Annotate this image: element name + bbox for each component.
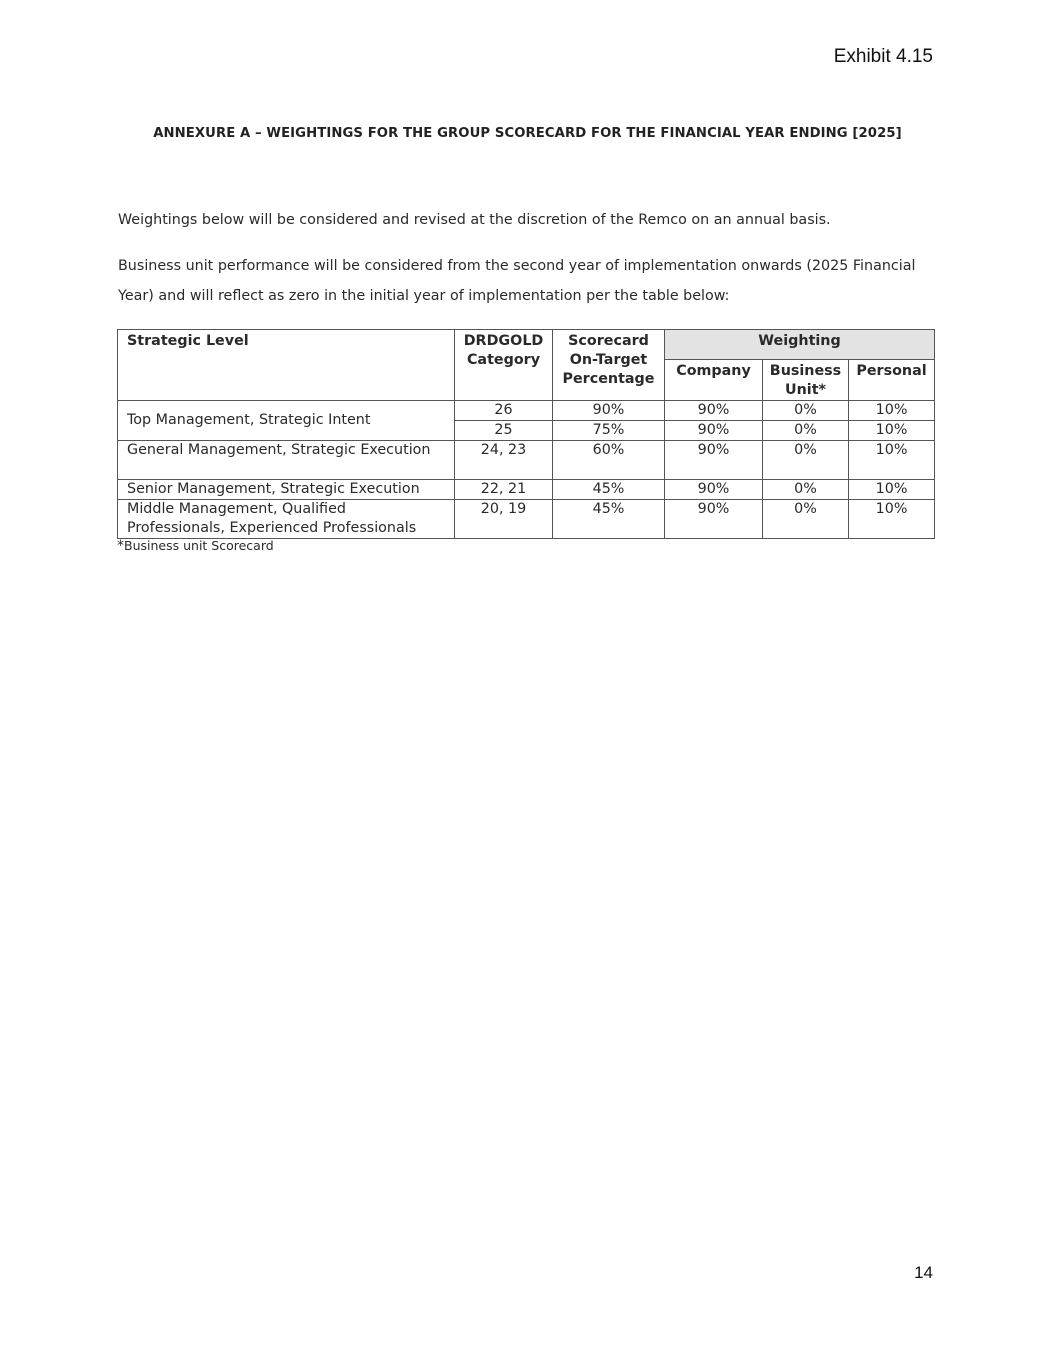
- header-company: Company: [665, 360, 763, 401]
- cell-category: 22, 21: [455, 480, 553, 500]
- header-strategic-level: Strategic Level: [118, 330, 455, 401]
- weightings-table: [117, 329, 935, 539]
- cell-personal: 10%: [849, 441, 935, 480]
- table-row: [118, 480, 935, 500]
- cell-company: 90%: [665, 500, 763, 539]
- table-row: [118, 401, 935, 421]
- page-number: 14: [914, 1263, 933, 1282]
- footnote-text: Business unit Scorecard: [124, 538, 274, 553]
- cell-scorecard: 45%: [553, 500, 665, 539]
- cell-company: 90%: [665, 401, 763, 421]
- footnote: [117, 538, 274, 554]
- paragraph-business-unit: Business unit performance will be considered from the second year of implementation onwards (2025 Financial Year) and will reflect as zero in the initial year of implementation per the table below:: [118, 258, 916, 304]
- header-scorecard: Scorecard On-Target Percentage: [553, 330, 665, 401]
- table-row: [118, 500, 935, 539]
- header-personal: Personal: [849, 360, 935, 401]
- cell-category: 25: [455, 421, 553, 441]
- cell-personal: 10%: [849, 401, 935, 421]
- cell-level: Senior Management, Strategic Execution: [118, 480, 455, 500]
- cell-personal: 10%: [849, 421, 935, 441]
- cell-scorecard: 60%: [553, 441, 665, 480]
- cell-personal: 10%: [849, 500, 935, 539]
- cell-business-unit: 0%: [763, 421, 849, 441]
- cell-business-unit: 0%: [763, 480, 849, 500]
- cell-level: Top Management, Strategic Intent: [118, 401, 455, 441]
- cell-scorecard: 90%: [553, 401, 665, 421]
- header-drdgold-category: DRDGOLD Category: [455, 330, 553, 401]
- footnote-mark: *: [117, 538, 124, 554]
- cell-business-unit: 0%: [763, 500, 849, 539]
- cell-scorecard: 75%: [553, 421, 665, 441]
- cell-category: 26: [455, 401, 553, 421]
- cell-level: General Management, Strategic Execution: [118, 441, 455, 480]
- page-title: ANNEXURE A – WEIGHTINGS FOR THE GROUP SCORECARD FOR THE FINANCIAL YEAR ENDING [2025]: [153, 126, 902, 141]
- cell-company: 90%: [665, 421, 763, 441]
- cell-company: 90%: [665, 480, 763, 500]
- cell-personal: 10%: [849, 480, 935, 500]
- cell-business-unit: 0%: [763, 441, 849, 480]
- cell-business-unit: 0%: [763, 401, 849, 421]
- cell-level: Middle Management, Qualified Professionals, Experienced Professionals: [118, 500, 455, 539]
- cell-category: 24, 23: [455, 441, 553, 480]
- exhibit-label: Exhibit 4.15: [833, 46, 933, 67]
- cell-scorecard: 45%: [553, 480, 665, 500]
- header-business-unit: Business Unit*: [763, 360, 849, 401]
- cell-category: 20, 19: [455, 500, 553, 539]
- table-row: [118, 441, 935, 480]
- paragraph-remco: Weightings below will be considered and revised at the discretion of the Remco on an annual basis.: [118, 212, 831, 228]
- header-weighting: Weighting: [665, 330, 935, 360]
- cell-company: 90%: [665, 441, 763, 480]
